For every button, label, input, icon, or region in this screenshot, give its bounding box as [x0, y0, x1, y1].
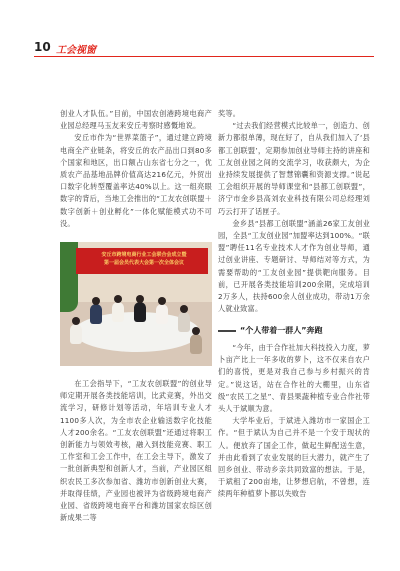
- banner-line-1: 安丘市跨境电商行业工会联合会成立暨: [101, 252, 187, 258]
- photo-person: [112, 302, 124, 322]
- photo-person-head: [72, 317, 80, 325]
- paragraph: 在工会指导下，“工友农创联盟”的创业导师定期开展各类技能培训，比武竞赛，外出交流学习，研修计划等活动，年培训专业人才1100多人次，为全市农企业输送数字化技能人才200余名。“工友农创联盟”还通过将职工创新能力与领效考核，融入到技能竞赛、职工工作室和工会工作中，在工会主导下，激发了一批创新典型和创新人才，当前，产业园区组织农民工多次参加省、潍坊市创新创业大赛，并取得佳绩，产业园也被评为省级跨境电商产业园、省级跨境电商平台和潍坊国家农综区创新成果二等: [60, 379, 212, 523]
- page-number: 10: [34, 40, 51, 54]
- paragraph: 奖等。: [218, 109, 241, 118]
- subheading-bar: [218, 330, 236, 332]
- photo-person: [156, 304, 168, 324]
- paragraph: 大学毕业后，于斌进入潍坊市一家国企工作。“但于斌认为自己并不是一个安于现状的人。便放弃了国企工作，做起生鲜配送生意，并由此看到了农业发展的巨大潜力，就产生了回乡创业、带动乡亲共同致富的想法。于是，于斌租了200亩地，让梦想启航，不曾想，连续两年种植萝卜都以失败告: [218, 416, 370, 499]
- article-column-left-bottom: [60, 378, 212, 524]
- page-header: [34, 40, 374, 54]
- meeting-photo: [60, 242, 212, 366]
- article-column-left-top: [60, 108, 212, 230]
- photo-person: [190, 334, 202, 354]
- paragraph: 创业人才队伍。”目前，中国农创港跨境电商产业园总经理马玉友来安丘考察时感慨地说。: [60, 109, 212, 131]
- article-column-right-top: [218, 108, 370, 315]
- photo-person: [134, 302, 146, 322]
- paragraph: 金乡县“县都工创联盟”涵盖26家工友创业园，全县“工友创业园”加盟率达到100%。“联盟”聘任11名专业技术人才作为创业导师，通过创业讲座、专题研讨、导师结对等方式，为需要帮助的“工友创业园”提供靶向服务。目前，已开展各类技能培训200余期，完成培训2万多人，扶持600余人创业成功，带动1万余人就业致富。: [218, 218, 370, 314]
- banner-line-2: 第一届会员代表大会第一次全体会议: [103, 260, 184, 266]
- photo-person-head: [192, 327, 200, 335]
- section-subheading: [218, 325, 323, 336]
- header-rule: [34, 56, 374, 57]
- photo-banner-text: [84, 251, 204, 267]
- paragraph: “过去我们经营模式比较单一，创造力、创新力都很单薄，现在好了，自从我们加入了‘县都工创联盟’，定期参加创业导师主持的讲座和工友创业园之间的交流学习，收获颇大，为企业持续发展提供了智慧锦囊和资源支撑。”说起工会组织开展的导师课堂和“县都工创联盟”，济宁市金乡县高刘农业科技有限公司总经理刘巧云打开了话匣子。: [218, 121, 370, 216]
- photo-person-head: [136, 295, 144, 303]
- subheading-text: “个人带着一群人”奔跑: [240, 326, 323, 335]
- photo-person: [70, 324, 82, 344]
- photo-person-head: [180, 305, 188, 313]
- section-title: 工会视窗: [56, 45, 96, 56]
- photo-person-head: [158, 297, 166, 305]
- photo-person-head: [92, 297, 100, 305]
- article-column-right-bottom: [218, 342, 370, 501]
- photo-person: [90, 304, 102, 324]
- paragraph: 安丘市作为“世界菜篮子”，通过建立跨境电商全产业链条，将安丘的农产品出口到80多个国家和地区，出口额占山东省七分之一，优质农产品基地品牌价值高达216亿元，外贸出口数字化转型覆盖率达40%以上。这一组亮眼数字的背后，当地工会推出的“工友农创联盟＋数字创新＋创业孵化”一体化赋能模式功不可没。: [60, 133, 212, 228]
- paragraph: “今年，由于合作社加大科技投入力度，萝卜亩产比上一年多收的萝卜，这不仅来自农户们的喜悦，更是对我自己参与乡村振兴的肯定。”说这话，站在合作社的大棚里，山东省级“农民工之星”、青县果蔬种植专业合作社带头人于斌顺为意。: [218, 343, 370, 414]
- photo-person-head: [114, 295, 122, 303]
- photo-person: [178, 312, 190, 332]
